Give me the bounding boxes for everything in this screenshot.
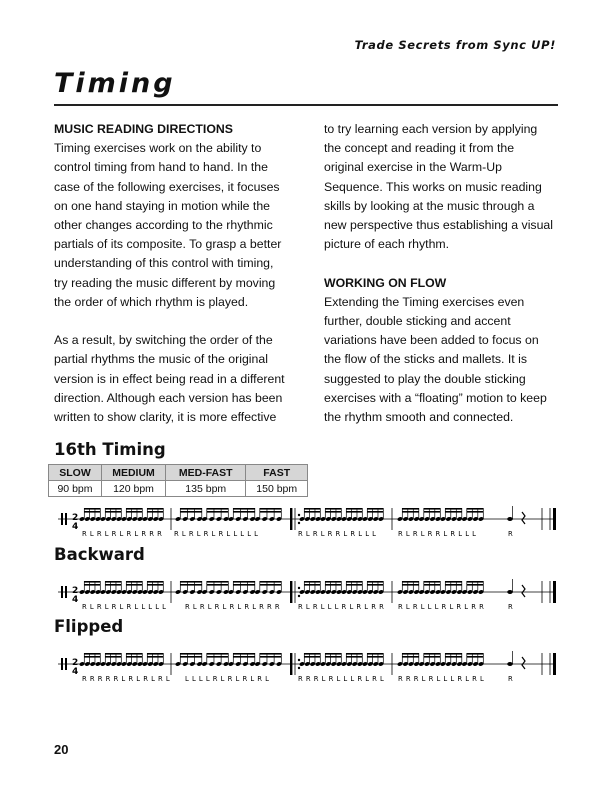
para-line: the order of which rhythm is played. (54, 294, 249, 309)
para-line: original exercise in the Warm-Up (324, 160, 502, 175)
running-header: Trade Secrets from Sync UP! (354, 38, 556, 52)
para-line: Extending the Timing exercises even (324, 294, 525, 309)
svg-text:2: 2 (72, 586, 79, 596)
para-line: variations have been added to focus on (324, 333, 539, 348)
beam (367, 584, 383, 586)
repeat-dot (298, 522, 300, 524)
heading-working-on-flow: WORKING ON FLOW (324, 275, 447, 290)
tempo-value: 120 bpm (101, 481, 165, 497)
beam (467, 508, 484, 510)
beam (207, 581, 229, 583)
beam (325, 581, 341, 583)
beam (467, 584, 484, 586)
para-line: on one hand staying in motion while the (54, 198, 271, 213)
repeat-dot (298, 514, 300, 516)
beam (260, 653, 282, 655)
beam (126, 656, 142, 658)
sticking-row (82, 530, 513, 538)
svg-text:R L R L R L R L R L R R R: R L R L R L R L R L R R R (185, 603, 281, 611)
svg-text:4: 4 (72, 522, 79, 532)
beam (467, 511, 484, 513)
svg-text:R L R L L L R L R L R R: R L R L L L R L R L R R (298, 603, 385, 611)
tempo-header: MEDIUM (101, 465, 165, 481)
percussion-clef (61, 513, 63, 525)
beam (346, 656, 362, 658)
percussion-clef (65, 513, 67, 525)
beam (325, 584, 341, 586)
beam (84, 581, 100, 583)
tempo-table (48, 464, 308, 497)
svg-text:R L R L R L R L L L L L: R L R L R L R L L L L L (82, 603, 167, 611)
repeat-dot (298, 667, 300, 669)
beam (126, 508, 142, 510)
repeat-dot (298, 659, 300, 661)
beam (304, 584, 320, 586)
notation (58, 651, 556, 675)
beam (445, 653, 462, 655)
beam (367, 656, 383, 658)
beam (346, 511, 362, 513)
right-column (324, 120, 564, 427)
beam (367, 581, 383, 583)
beam (105, 653, 121, 655)
para-line: to try learning each version by applying (324, 122, 538, 136)
para-line: the concept and reading it from the (324, 141, 515, 156)
svg-text:R: R (508, 603, 514, 611)
svg-text:R R R L R L L L R L R L: R R R L R L L L R L R L (398, 675, 485, 683)
beam (260, 581, 282, 583)
svg-text:R L R L R L R L R R R: R L R L R L R L R R R (82, 530, 163, 538)
para-line: the rhythm smooth and connected. (324, 410, 514, 425)
svg-text:2: 2 (72, 658, 79, 668)
para-line: partials of its composite. To grasp a better (54, 237, 282, 252)
svg-text:R L R L R L R L L L L L: R L R L R L R L L L L L (174, 530, 259, 538)
beam (260, 584, 282, 586)
notation (58, 579, 556, 603)
beam (325, 656, 341, 658)
final-barline (553, 508, 556, 530)
para-line: picture of each rhythm. (324, 237, 450, 252)
beam (424, 511, 441, 513)
beam (147, 581, 163, 583)
beam (304, 508, 320, 510)
section-title-backward: Backward (54, 545, 145, 564)
beam (207, 653, 229, 655)
tempo-header: SLOW (49, 465, 102, 481)
beam (304, 511, 320, 513)
beam (346, 584, 362, 586)
percussion-clef (65, 586, 67, 598)
beam (402, 581, 419, 583)
staff-backward (54, 573, 560, 613)
heading-music-reading: MUSIC READING DIRECTIONS (54, 122, 233, 136)
beam (424, 584, 441, 586)
beam (260, 656, 282, 658)
beam (233, 584, 255, 586)
beam (207, 584, 229, 586)
para-line: exercises with a “floating” motion to keep (324, 390, 547, 405)
beam (180, 653, 202, 655)
beam (445, 581, 462, 583)
para-line: try reading the music different by moving (54, 275, 276, 290)
beam (445, 511, 462, 513)
note-head (507, 517, 513, 521)
beam (424, 653, 441, 655)
beam (126, 511, 142, 513)
para-line: understanding of this control with timing, (54, 256, 274, 271)
para-line: Timing exercises work on the ability to (54, 141, 262, 156)
svg-text:L L L L R L R L R L R L: L L L L R L R L R L R L (185, 675, 270, 683)
staff-flipped (54, 645, 560, 685)
para-line: written to show clarity, it is more effective (54, 410, 277, 425)
beam (304, 653, 320, 655)
beam (445, 656, 462, 658)
beam (147, 656, 163, 658)
beam (325, 653, 341, 655)
beam (147, 584, 163, 586)
beam (207, 511, 229, 513)
beam (467, 656, 484, 658)
para-line: suggested to play the double sticking (324, 371, 526, 386)
time-signature (72, 658, 78, 677)
beam (325, 508, 341, 510)
beam (147, 653, 163, 655)
beam (402, 508, 419, 510)
beam (402, 511, 419, 513)
title-rule (54, 104, 558, 106)
tempo-value: 135 bpm (166, 481, 246, 497)
section-title-flipped: Flipped (54, 617, 124, 636)
beam (367, 511, 383, 513)
quarter-rest (522, 585, 525, 597)
svg-text:R: R (508, 675, 514, 683)
para-line: version is in effect being read in a different (54, 371, 285, 386)
repeat-dot (298, 587, 300, 589)
beam (180, 581, 202, 583)
beam (105, 511, 121, 513)
final-barline (553, 653, 556, 675)
beam (147, 508, 163, 510)
tempo-header: FAST (246, 465, 308, 481)
beam (126, 653, 142, 655)
notation (58, 506, 556, 530)
beam (233, 581, 255, 583)
beam (346, 581, 362, 583)
repeat-barline (290, 581, 292, 603)
beam (105, 656, 121, 658)
svg-text:R R R R R L R L R L R L: R R R R R L R L R L R L (82, 675, 171, 683)
beam (84, 653, 100, 655)
beam (445, 508, 462, 510)
beam (126, 581, 142, 583)
page-title: Timing (54, 68, 176, 99)
quarter-rest (522, 657, 525, 669)
beam (84, 508, 100, 510)
repeat-barline (290, 508, 292, 530)
beam (180, 656, 202, 658)
beam (126, 584, 142, 586)
beam (84, 584, 100, 586)
repeat-dot (298, 595, 300, 597)
svg-text:4: 4 (72, 595, 79, 605)
beam (367, 653, 383, 655)
svg-text:R R R L R L L L R L R L: R R R L R L L L R L R L (298, 675, 385, 683)
para-line: case of the following exercises, it focuses (54, 179, 280, 194)
quarter-rest (522, 512, 525, 524)
beam (325, 511, 341, 513)
beam (346, 653, 362, 655)
note-head (507, 590, 513, 594)
note-head (507, 662, 513, 666)
para-line: Sequence. This works on music reading (324, 179, 542, 194)
para-line: As a result, by switching the order of the (54, 333, 273, 348)
para-line: further, double sticking and accent (324, 314, 511, 329)
para-line: skills by looking at the music through a (324, 198, 535, 213)
beam (424, 508, 441, 510)
beam (180, 508, 202, 510)
time-signature (72, 586, 78, 605)
beam (84, 511, 100, 513)
percussion-clef (61, 658, 63, 670)
tempo-value: 150 bpm (246, 481, 308, 497)
para-line: the flow of the sticks and mallets. It is (324, 352, 527, 367)
beam (207, 656, 229, 658)
beam (207, 508, 229, 510)
svg-text:R L R L R R L R L L L: R L R L R R L R L L L (398, 530, 477, 538)
beam (233, 656, 255, 658)
repeat-barline (290, 653, 292, 675)
beam (260, 508, 282, 510)
beam (367, 508, 383, 510)
beam (402, 653, 419, 655)
beam (346, 508, 362, 510)
time-signature (72, 513, 78, 532)
beam (467, 581, 484, 583)
beam (233, 653, 255, 655)
section-title-16th-timing: 16th Timing (54, 440, 166, 459)
percussion-clef (65, 658, 67, 670)
tempo-value: 90 bpm (49, 481, 102, 497)
beam (445, 584, 462, 586)
svg-text:R L R L R R L R L L L: R L R L R R L R L L L (298, 530, 377, 538)
beam (84, 656, 100, 658)
svg-text:R: R (508, 530, 514, 538)
final-barline (553, 581, 556, 603)
beam (233, 508, 255, 510)
para-line: partial rhythms the music of the original (54, 352, 268, 367)
beam (105, 581, 121, 583)
svg-text:4: 4 (72, 667, 79, 677)
beam (424, 656, 441, 658)
beam (304, 581, 320, 583)
beam (467, 653, 484, 655)
para-line: control timing from hand to hand. In the (54, 160, 268, 175)
sticking-row (82, 675, 513, 683)
beam (105, 584, 121, 586)
beam (402, 656, 419, 658)
svg-text:2: 2 (72, 513, 79, 523)
beam (402, 584, 419, 586)
beam (304, 656, 320, 658)
sticking-row (82, 603, 513, 611)
beam (233, 511, 255, 513)
tempo-header: MED-FAST (166, 465, 246, 481)
para-line: new perspective thus establishing a visual (324, 218, 553, 233)
staff-16th-timing (54, 500, 560, 540)
beam (260, 511, 282, 513)
page-number: 20 (54, 742, 69, 757)
beam (424, 581, 441, 583)
percussion-clef (61, 586, 63, 598)
para-line: other changes according to the rhythmic (54, 218, 273, 233)
para-line: direction. Although each version has been (54, 390, 283, 405)
beam (147, 511, 163, 513)
svg-text:R L R L L L R L R L R R: R L R L L L R L R L R R (398, 603, 485, 611)
beam (105, 508, 121, 510)
beam (180, 584, 202, 586)
left-column (54, 120, 294, 427)
beam (180, 511, 202, 513)
